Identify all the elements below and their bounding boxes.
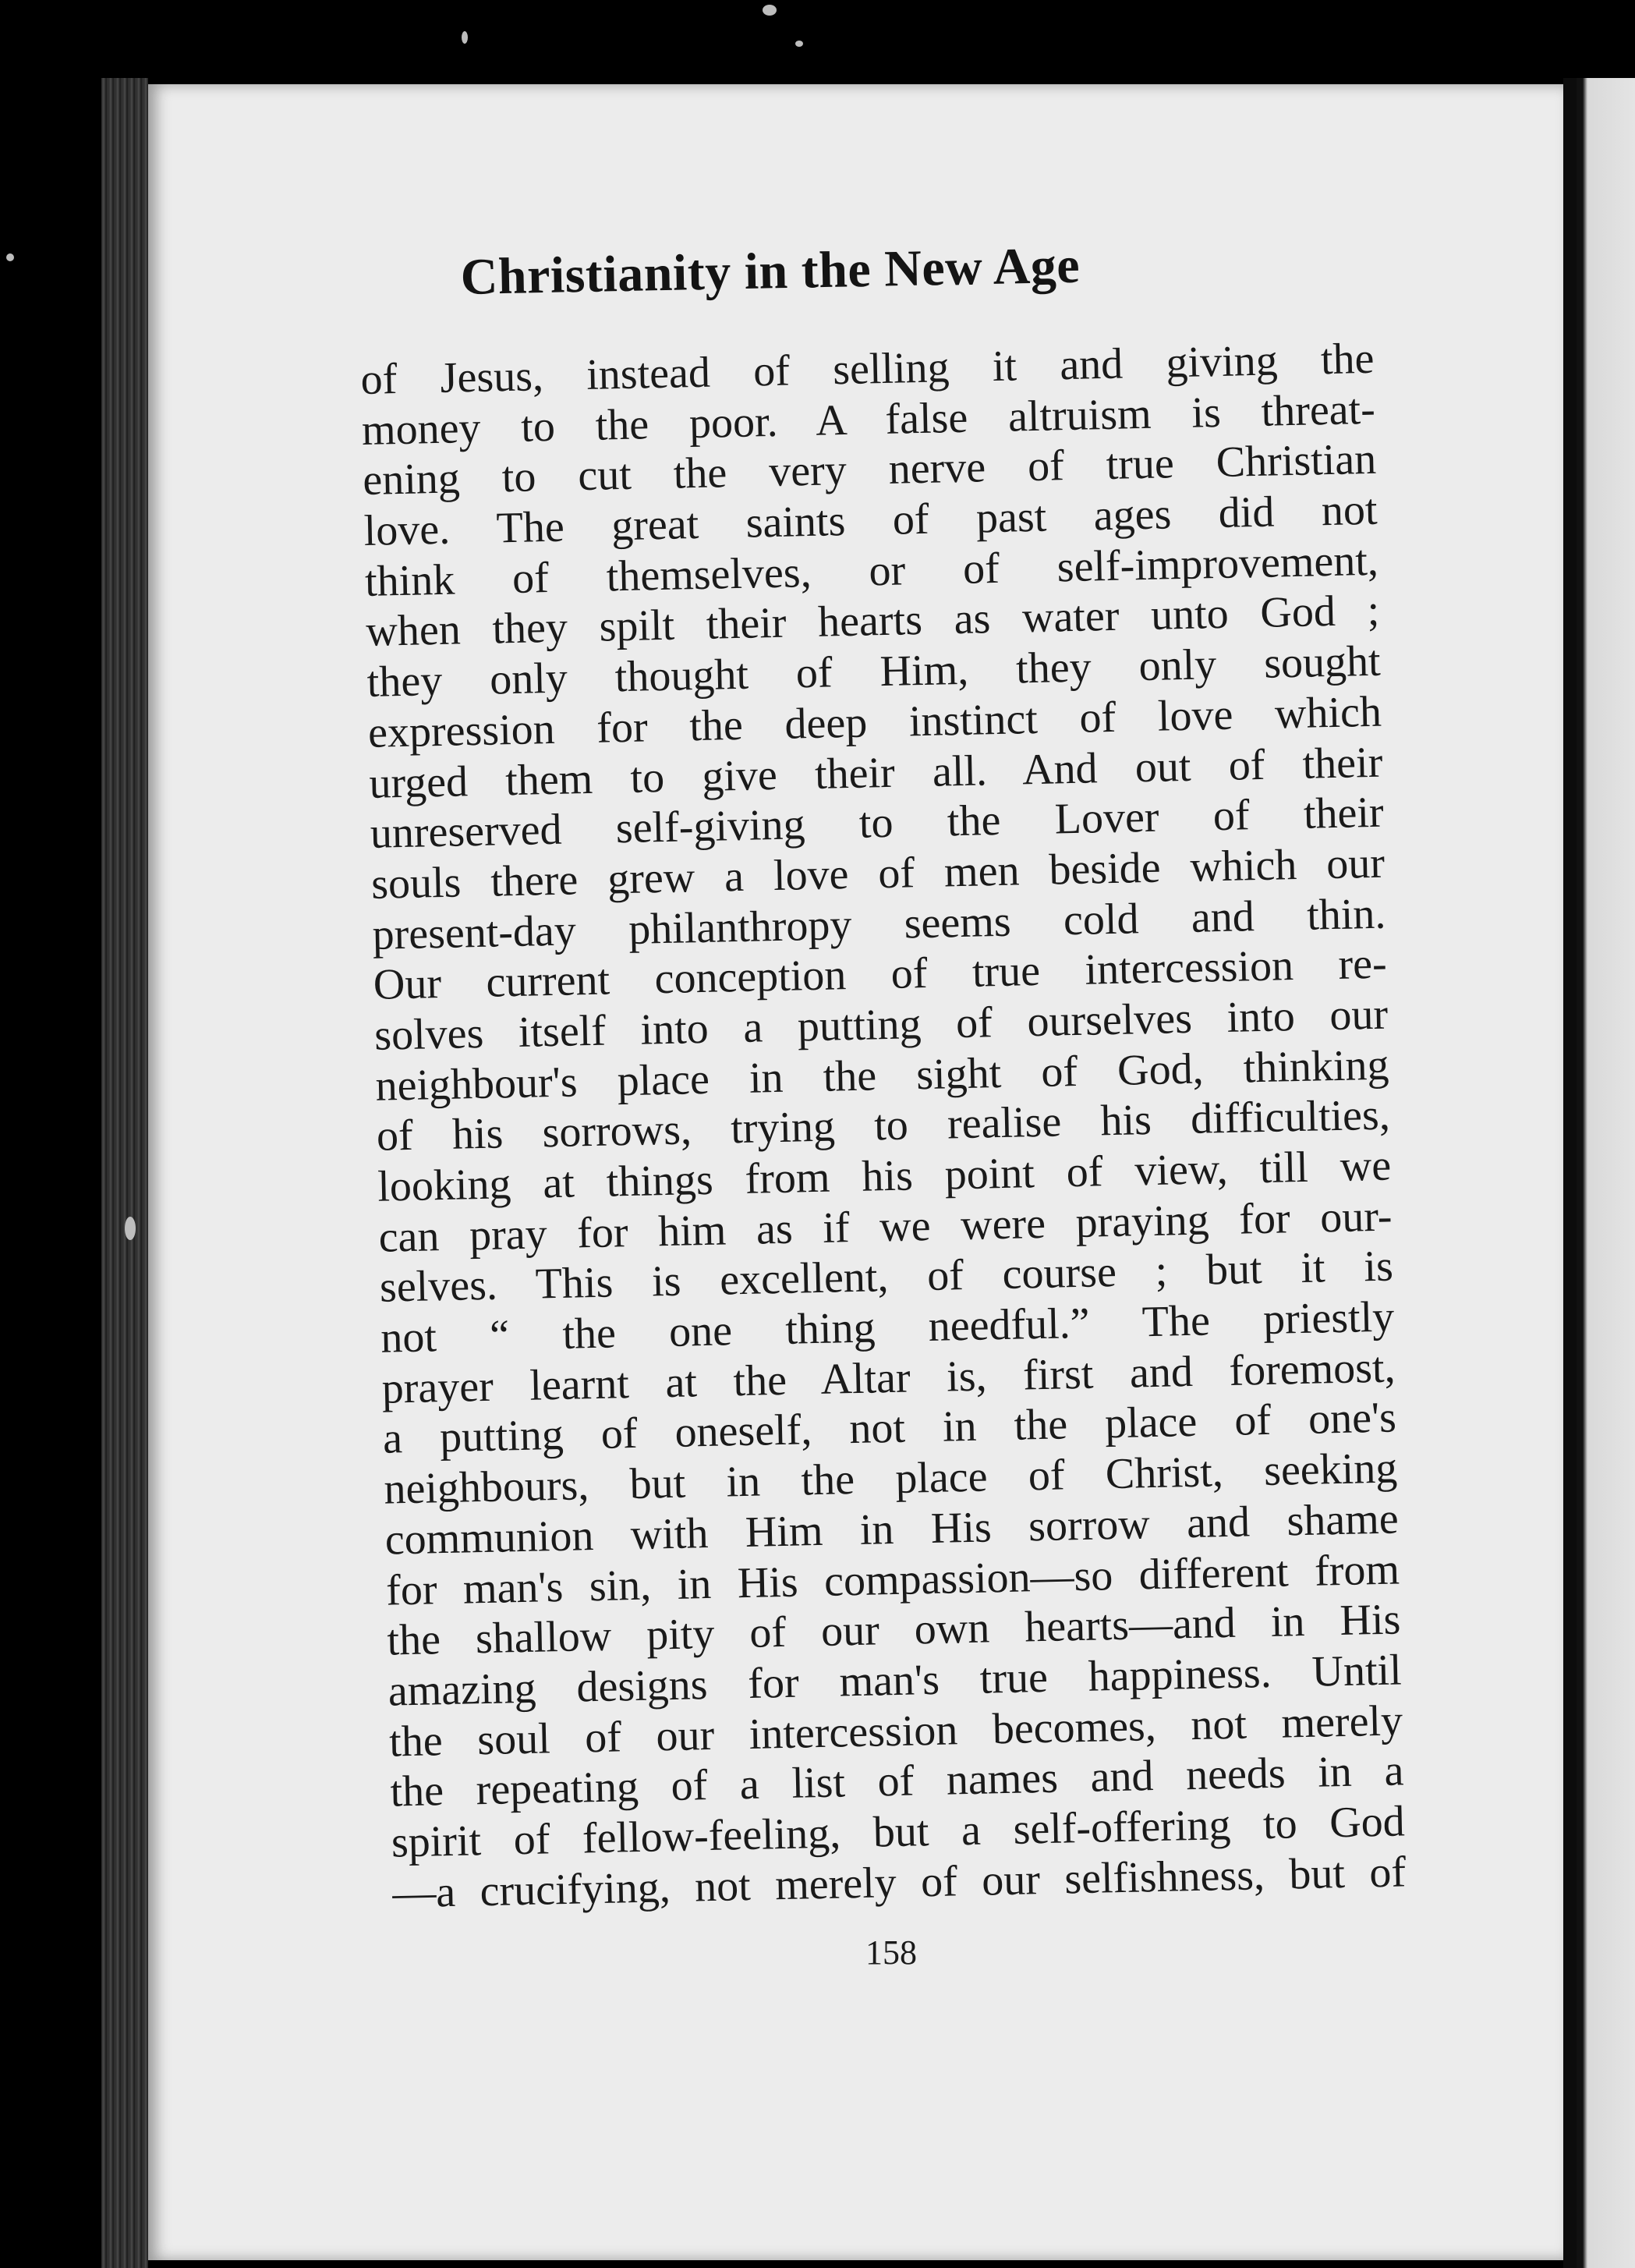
text-line: the soul of our intercession becomes, not merely — [388, 1696, 1403, 1767]
text-line: communion with Him in His sorrow and shame — [384, 1494, 1400, 1565]
page-number: 158 — [865, 1933, 917, 1972]
text-line: prayer learnt at the Altar is, first and foremost, — [381, 1343, 1396, 1413]
scan-speck — [6, 253, 14, 261]
page-gutter — [1563, 78, 1577, 2268]
scan-speck — [795, 41, 803, 47]
text-line: neighbours, but in the place of Christ, seeking — [383, 1444, 1398, 1514]
text-line: think of themselves, or of self-improvement, — [364, 536, 1379, 606]
text-line: souls there grew a love of men beside which our — [370, 838, 1386, 909]
text-line: of his sorrows, trying to realise his difficulties, — [376, 1090, 1391, 1161]
body-text — [360, 334, 1407, 1919]
text-line: for man's sin, in His compassion—so different from — [385, 1544, 1400, 1615]
running-head: Christianity in the New Age — [460, 236, 1081, 306]
book-spine-edge — [101, 78, 148, 2268]
text-line: when they spilt their hearts as water unto God ; — [365, 586, 1380, 657]
text-line: looking at things from his point of view, till we — [377, 1141, 1392, 1211]
text-line: unreserved self-giving to the Lover of their — [370, 788, 1385, 859]
text-line: spirit of fellow-feeling, but a self-offering to God — [391, 1797, 1406, 1867]
text-line: money to the poor. A false altruism is threat- — [361, 384, 1376, 455]
scan-speck — [763, 5, 777, 16]
text-line: neighbour's place in the sight of God, thinking — [374, 1040, 1390, 1111]
text-line: can pray for him as if we were praying for our- — [378, 1192, 1393, 1262]
text-line: —a crucifying, not merely of our selfishness, but of — [391, 1847, 1407, 1918]
text-line: ening to cut the very nerve of true Christian — [362, 435, 1377, 505]
text-line: urged them to give their all. And out of their — [368, 738, 1383, 808]
text-line: of Jesus, instead of selling it and giving the — [360, 334, 1375, 404]
text-line: not “ the one thing needful.” The priestly — [380, 1292, 1395, 1363]
text-line: present-day philanthropy seems cold and thin. — [371, 889, 1386, 959]
text-line: selves. This is excellent, of course ; but it is — [379, 1242, 1394, 1313]
text-line: a putting of oneself, not in the place of one's — [382, 1393, 1397, 1464]
text-line: solves itself into a putting of ourselves into our — [373, 990, 1389, 1060]
text-line: they only thought of Him, they only sought — [366, 636, 1382, 707]
facing-page-edge — [1577, 78, 1635, 2268]
text-line: Our current conception of true intercession re- — [373, 939, 1388, 1010]
text-line: amazing designs for man's true happiness. Until — [388, 1646, 1403, 1716]
text-line: the shallow pity of our own hearts—and in His — [386, 1595, 1401, 1665]
scan-speck — [125, 1217, 136, 1240]
text-line: the repeating of a list of names and needs in a — [389, 1746, 1404, 1816]
text-line: love. The great saints of past ages did not — [363, 485, 1378, 556]
scan-speck — [462, 31, 468, 44]
text-line: expression for the deep instinct of love which — [367, 687, 1382, 757]
